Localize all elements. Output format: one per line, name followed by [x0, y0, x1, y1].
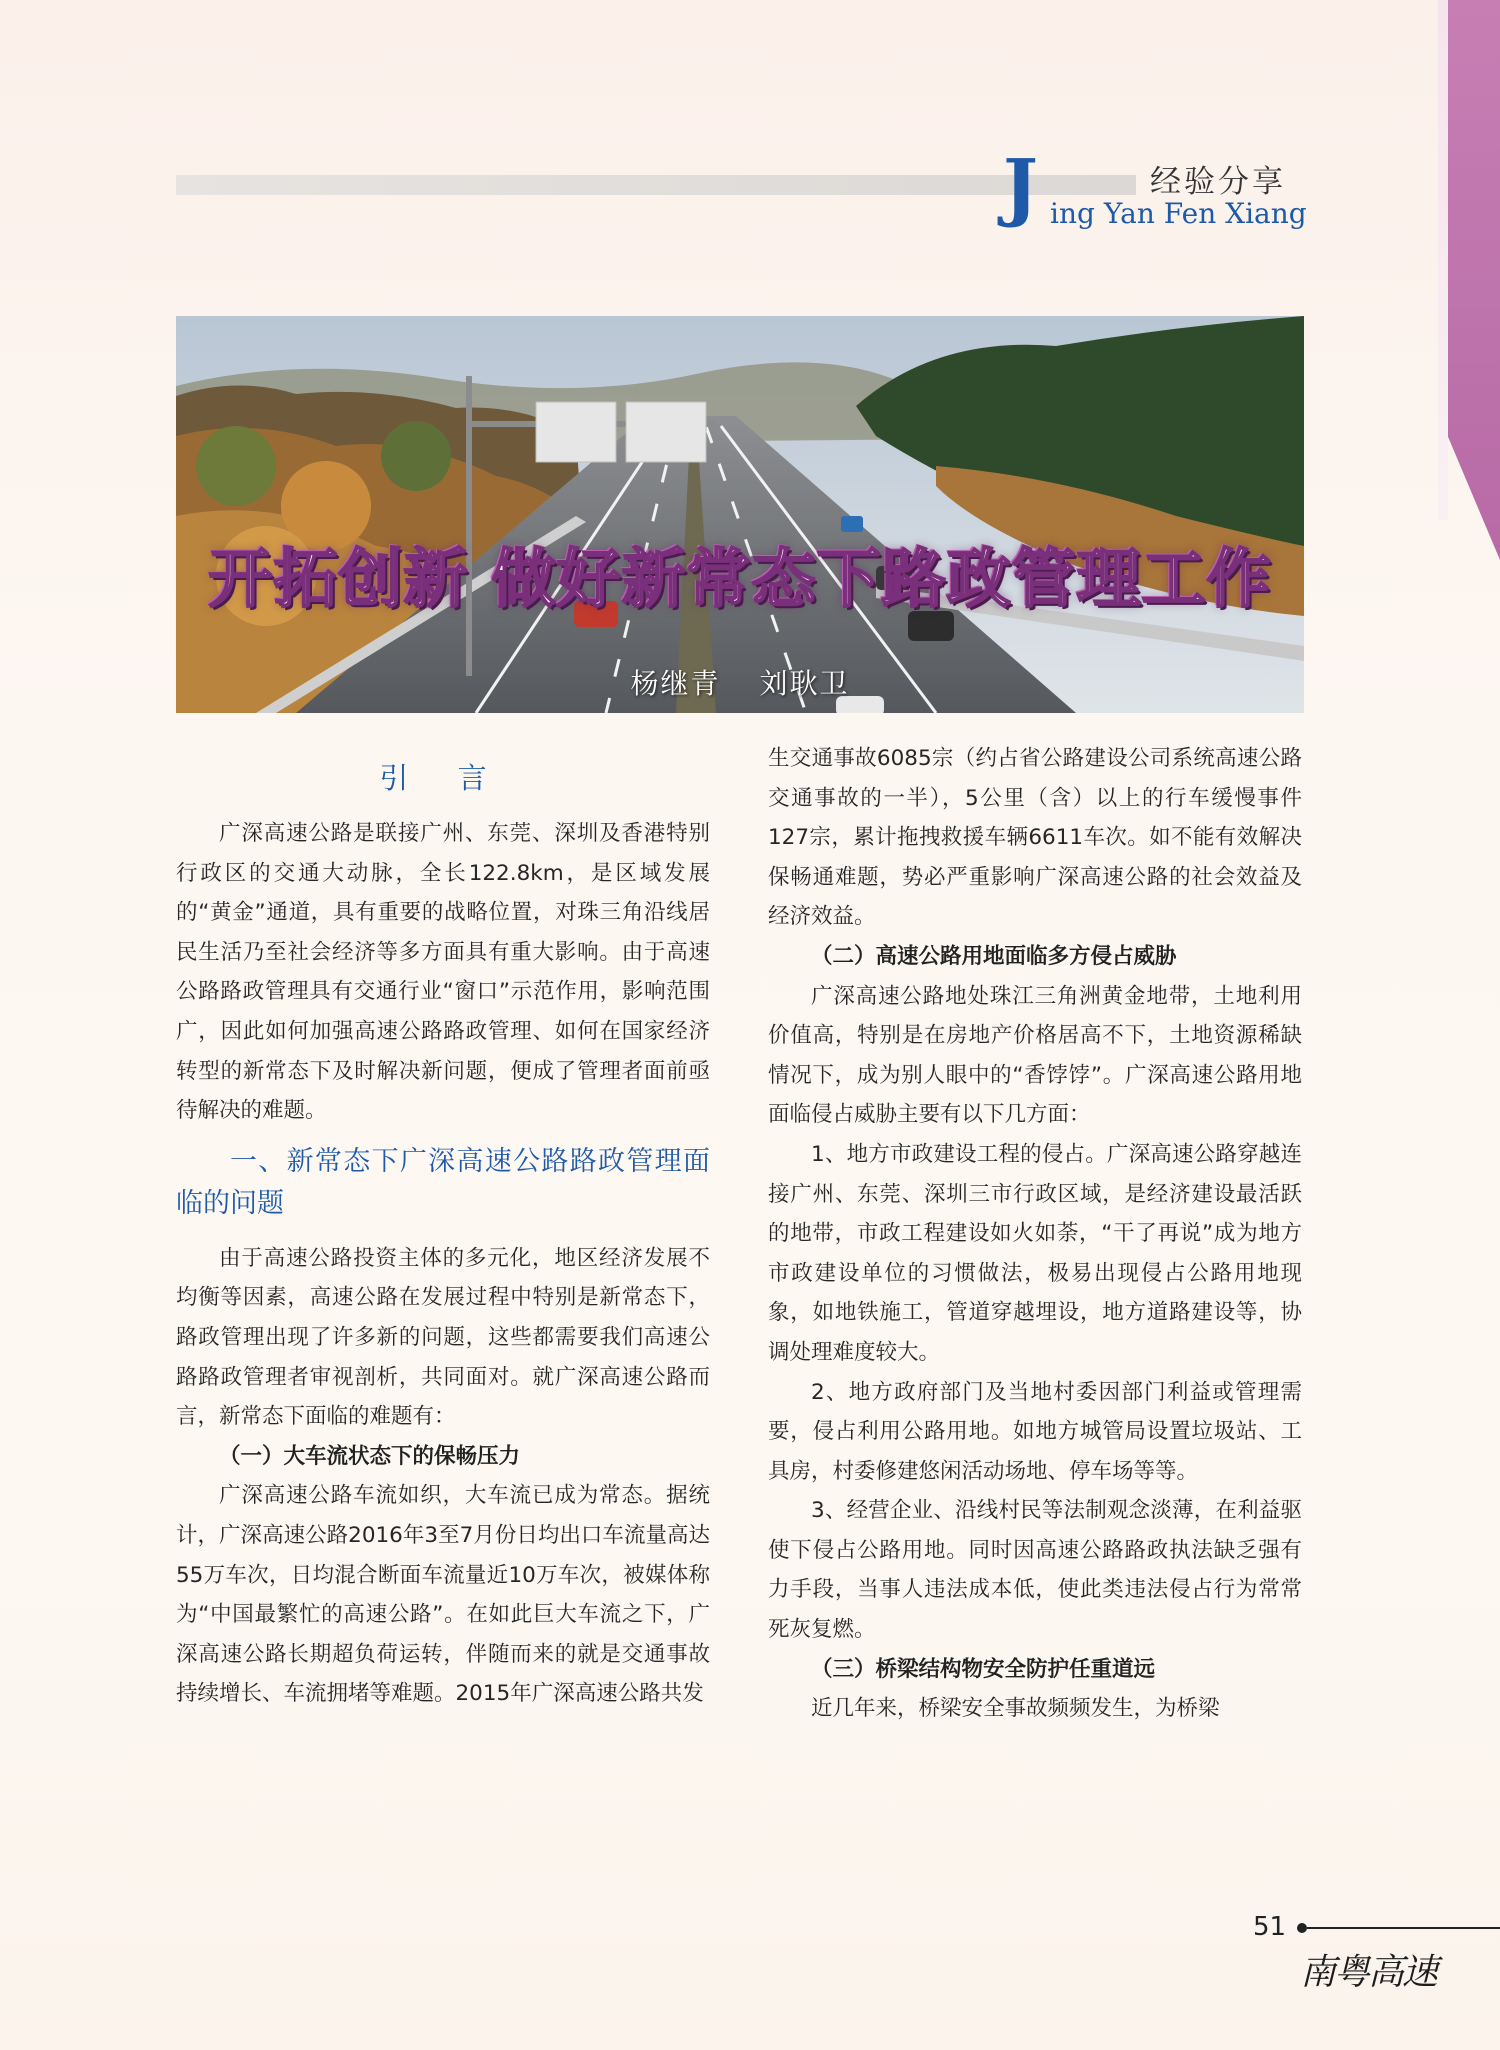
- hero-image: [176, 316, 1304, 713]
- left-column: [176, 748, 710, 1714]
- author-name: 杨继青: [630, 667, 721, 700]
- section-heading: 一、新常态下广深高速公路路政管理面临的问题: [176, 1145, 710, 1219]
- subsection-paragraph: 广深高速公路地处珠江三角洲黄金地带，土地利用价值高，特别是在房地产价格居高不下，土地资源稀缺情况下，成为别人眼中的“香饽饽”。广深高速公路用地面临侵占威胁主要有以下几方面：: [768, 983, 1302, 1128]
- author-name: 刘耿卫: [759, 667, 850, 700]
- subsection-heading: （二）高速公路用地面临多方侵占威胁: [811, 943, 1177, 969]
- header-initial: J: [1003, 144, 1039, 230]
- footer-rule: [1307, 1927, 1500, 1929]
- article-authors: [176, 662, 1304, 702]
- right-column: [768, 739, 1302, 1729]
- intro-paragraph: 广深高速公路是联接广州、东莞、深圳及香港特别行政区的交通大动脉，全长122.8km，是区域发展的“黄金”通道，具有重要的战略位置，对珠三角沿线居民生活乃至社会经济等多方面具有重大影响。由于高速公路路政管理具有交通行业“窗口”示范作用，影响范围广，因此如何加强高速公路路政管理、如何在国家经济转型的新常态下及时解决新问题，便成了管理者面前亟待解决的难题。: [176, 821, 710, 1124]
- intro-heading: 引 言: [379, 761, 507, 795]
- continued-paragraph: 生交通事故6085宗（约占省公路建设公司系统高速公路交通事故的一半），5公里（含）以上的行车缓慢事件127宗，累计拖拽救援车辆6611车次。如不能有效解决保畅通难题，势必严重影响广深高速公路的社会效益及经济效益。: [768, 746, 1302, 930]
- list-paragraph: 2、地方政府部门及当地村委因部门利益或管理需要，侵占利用公路用地。如地方城管局设置垃圾站、工具房，村委修建悠闲活动场地、停车场等等。: [768, 1379, 1302, 1484]
- section-paragraph: 由于高速公路投资主体的多元化，地区经济发展不均衡等因素，高速公路在发展过程中特别是新常态下，路政管理出现了许多新的问题，这些都需要我们高速公路路政管理者审视剖析，共同面对。就广深高速公路而言，新常态下面临的难题有：: [176, 1245, 710, 1430]
- subsection-paragraph: 广深高速公路车流如织，大车流已成为常态。据统计，广深高速公路2016年3至7月份日均出口车流量高达55万车次，日均混合断面车流量近10万车次，被媒体称为“中国最繁忙的高速公路”。在如此巨大车流之下，广深高速公路长期超负荷运转，伴随而来的就是交通事故持续增长、车流拥堵等难题。2015年广深高速公路共发: [176, 1483, 710, 1707]
- section-title-cn: 经验分享: [1150, 164, 1286, 200]
- subsection-paragraph: 近几年来，桥梁安全事故频频发生，为桥梁: [811, 1696, 1220, 1722]
- edge-tab-highlight: [1438, 0, 1448, 520]
- page-number: 51: [1253, 1912, 1287, 1942]
- edge-tab: [1448, 0, 1500, 560]
- highway-photo: [176, 316, 1304, 713]
- article-title: 开拓创新 做好新常态下路政管理工作: [208, 543, 1272, 617]
- magazine-logo: 南粤高速: [1300, 1952, 1437, 1993]
- subsection-heading: （一）大车流状态下的保畅压力: [219, 1443, 521, 1469]
- section-title-en: ing Yan Fen Xiang: [1050, 197, 1307, 230]
- footer-dot: [1297, 1923, 1307, 1933]
- list-paragraph: 3、经营企业、沿线村民等法制观念淡薄，在利益驱使下侵占公路用地。同时因高速公路路政执法缺乏强有力手段，当事人违法成本低，使此类违法侵占行为常常死灰复燃。: [768, 1498, 1302, 1643]
- subsection-heading: （三）桥梁结构物安全防护任重道远: [811, 1656, 1156, 1682]
- list-paragraph: 1、地方市政建设工程的侵占。广深高速公路穿越连接广州、东莞、深圳三市行政区域，是经济建设最活跃的地带，市政工程建设如火如荼，“干了再说”成为地方市政建设单位的习惯做法，极易出现侵占公路用地现象，如地铁施工，管道穿越埋设，地方道路建设等，协调处理难度较大。: [768, 1141, 1302, 1365]
- header-bar: [176, 175, 1136, 195]
